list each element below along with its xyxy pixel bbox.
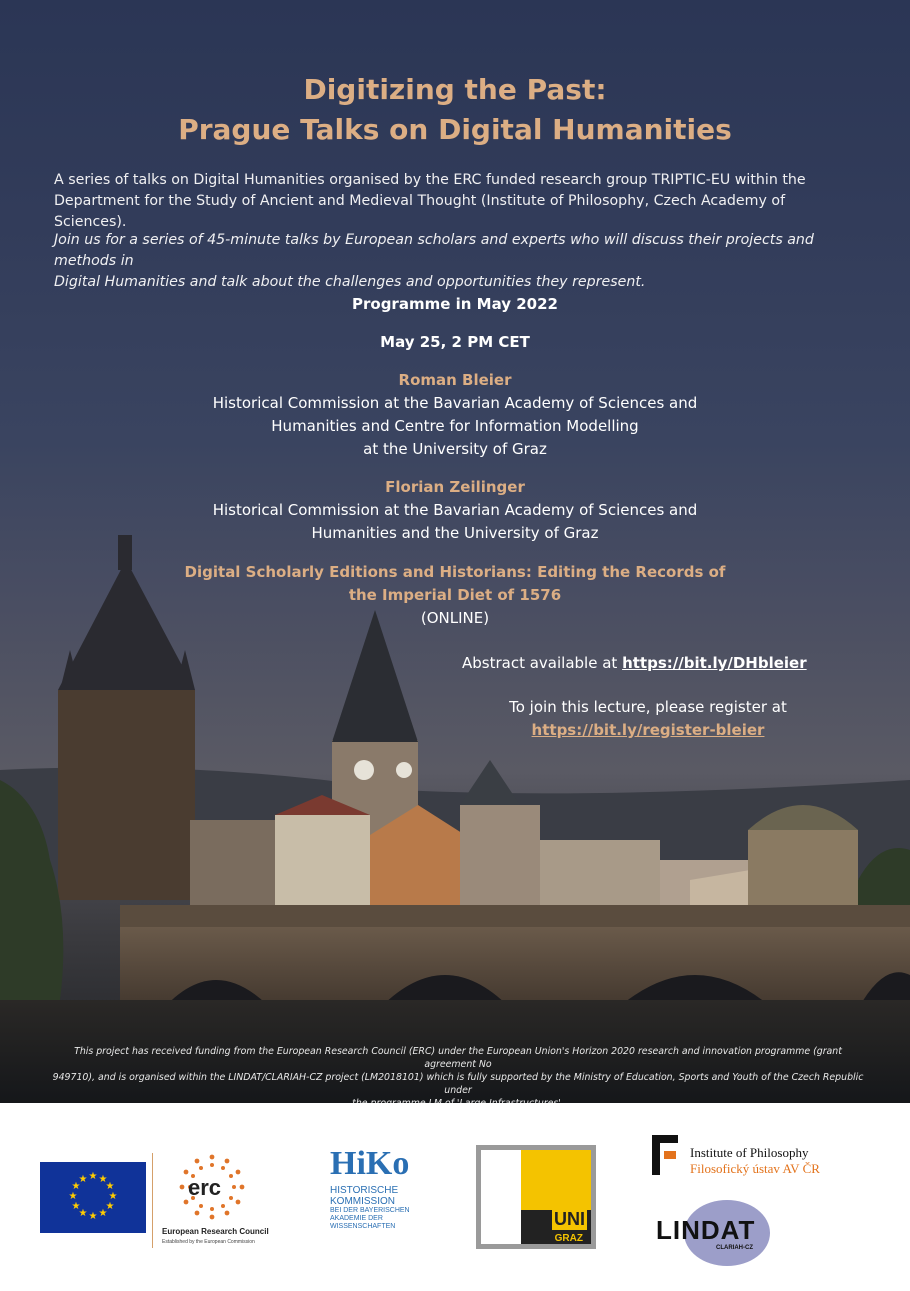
talk-title-line-2: the Imperial Diet of 1576: [348, 586, 562, 604]
uni-graz-logo: [476, 1145, 596, 1249]
erc-subtitle: Established by the European Commission: [162, 1239, 255, 1245]
speaker-1-name: Roman Bleier: [398, 371, 512, 389]
intro-italic-line-2: Digital Humanities and talk about the challenges and opportunities they represent.: [54, 274, 646, 290]
talk-mode: (ONLINE): [420, 609, 490, 627]
talk-info: [0, 561, 910, 630]
intro-line-1: A series of talks on Digital Humanities organised by the ERC funded research group TRIPTIC-EU within the: [54, 172, 806, 188]
talk-title-line-1: Digital Scholarly Editions and Historians: Editing the Records of: [184, 563, 726, 581]
register-block: [480, 696, 816, 742]
funding-line-2: 949710), and is organised within the LINDAT/CLARIAH-CZ project (LM2018101) which is fully supported by the Ministry of Education, Sports and Youth of the Czech Republic under: [52, 1072, 864, 1096]
svg-text:★: ★: [98, 1174, 108, 1185]
register-text: To join this lecture, please register at: [509, 698, 787, 716]
svg-text:★: ★: [108, 1191, 118, 1202]
uni-graz-text-1: UNI: [554, 1209, 585, 1229]
logo-divider: [152, 1153, 153, 1248]
speaker-2: [0, 476, 910, 545]
intro-italic-paragraph: [54, 230, 854, 293]
hiko-line-4: AKADEMIE DER: [330, 1215, 383, 1222]
svg-text:★: ★: [105, 1181, 115, 1192]
speaker-2-name: Florian Zeilinger: [385, 478, 525, 496]
flu-name-cz: Filosofický ústav AV ČR: [690, 1161, 820, 1176]
title-line-2: Prague Talks on Digital Humanities: [178, 113, 732, 146]
svg-text:★: ★: [88, 1211, 98, 1222]
sponsor-logo-strip: [0, 1103, 910, 1291]
lindat-subtitle: CLARIAH-CZ: [716, 1245, 753, 1251]
hiko-logo-text: HiKo: [330, 1145, 410, 1182]
hiko-line-5: WISSENSCHAFTEN: [330, 1223, 396, 1230]
register-link[interactable]: https://bit.ly/register-bleier: [531, 721, 765, 739]
svg-text:★: ★: [68, 1191, 78, 1202]
funding-line-1: This project has received funding from the European Research Council (ERC) under the European Union's Horizon 2020 research and innovation programme (grant agreement No: [74, 1046, 842, 1070]
hiko-line-3: BEI DER BAYERISCHEN: [330, 1207, 410, 1214]
title-line-1: Digitizing the Past:: [303, 73, 607, 106]
svg-text:★: ★: [78, 1174, 88, 1185]
eu-flag-icon: [40, 1162, 146, 1233]
poster-title: [0, 70, 910, 150]
speaker-1-affiliation-2: Humanities and Centre for Information Modelling: [271, 417, 639, 435]
svg-text:★: ★: [88, 1171, 98, 1182]
abstract-prefix: Abstract available at: [462, 654, 618, 672]
intro-paragraph: [54, 170, 854, 233]
abstract-line: [462, 652, 882, 675]
erc-short-name: erc: [188, 1175, 222, 1200]
flu-name-en: Institute of Philosophy: [690, 1145, 809, 1160]
speaker-1-affiliation-1: Historical Commission at the Bavarian Academy of Sciences and: [212, 394, 698, 412]
funding-notice: [50, 1045, 866, 1110]
svg-text:★: ★: [71, 1181, 81, 1192]
svg-text:★: ★: [105, 1201, 115, 1212]
speaker-1: [0, 369, 910, 461]
programme-heading: Programme in May 2022: [352, 295, 558, 313]
speaker-2-affiliation-1: Historical Commission at the Bavarian Academy of Sciences and: [212, 501, 698, 519]
intro-italic-line-1: Join us for a series of 45-minute talks by European scholars and experts who will discuss their projects and methods in: [54, 232, 814, 269]
svg-text:★: ★: [71, 1201, 81, 1212]
hiko-subtitle: [330, 1185, 410, 1231]
erc-full-name: European Research Council: [162, 1227, 269, 1236]
abstract-link[interactable]: https://bit.ly/DHbleier: [622, 654, 807, 672]
hiko-line-2: KOMMISSION: [330, 1196, 396, 1207]
event-date: May 25, 2 PM CET: [380, 333, 530, 351]
svg-text:★: ★: [78, 1208, 88, 1219]
flu-f-icon: [652, 1135, 680, 1175]
hiko-line-1: HISTORISCHE: [330, 1185, 399, 1196]
intro-line-2: Department for the Study of Ancient and Medieval Thought (Institute of Philosophy, Czech Academy of Sciences).: [54, 193, 786, 230]
lindat-logo-text: LINDAT: [656, 1215, 756, 1245]
svg-text:★: ★: [98, 1208, 108, 1219]
speaker-1-affiliation-3: at the University of Graz: [363, 440, 547, 458]
uni-graz-text-2: GRAZ: [554, 1233, 583, 1244]
speaker-2-affiliation-2: Humanities and the University of Graz: [311, 524, 599, 542]
